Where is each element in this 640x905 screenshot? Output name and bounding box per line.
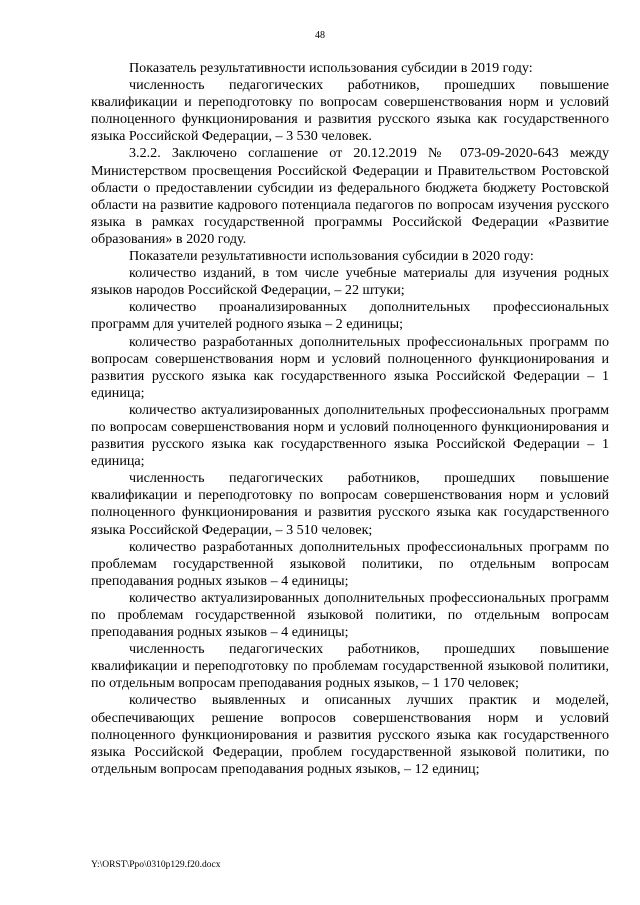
paragraph-teachers-2020-russian: численность педагогических работников, прошедших повышение квалификации и переподготовку по вопросам совершенствования норм и условий полноценного функционирования и развития русского языка как государственного языка Российской Федерации, – 3 510 человек; <box>91 470 609 538</box>
paragraph-developed-programs-russian: количество разработанных дополнительных профессиональных программ по вопросам совершенствования норм и условий полноценного функционирования и развития русского языка как государственного языка Российской Федерации – 1 единица; <box>91 333 609 401</box>
footer-file-path: Y:\ORST\Ppo\0310p129.f20.docx <box>91 860 221 870</box>
paragraph-agreement-3-2-2: 3.2.2. Заключено соглашение от 20.12.2019 № 073-09-2020-643 между Министерством просвещения Российской Федерации и Правительством Ростовской области о предоставлении субсидии из федерального бюджета бюджету Ростовской области на развитие кадрового потенциала педагогов по вопросам изучения русского языка в рамках государственной программы Российской Федерации «Развитие образования» в 2020 году. <box>91 145 609 247</box>
paragraph-publications: количество изданий, в том числе учебные материалы для изучения родных языков народов Российской Федерации, – 22 штуки; <box>91 265 609 299</box>
paragraph-indicators-2020-heading: Показатели результативности использования субсидии в 2020 году: <box>129 248 534 265</box>
paragraph-teachers-2020-policy: численность педагогических работников, прошедших повышение квалификации и переподготовку по проблемам государственной языковой политики, по отдельным вопросам преподавания родных языков, – 1 170 человек; <box>91 641 609 692</box>
paragraph-analyzed-programs: количество проанализированных дополнительных профессиональных программ для учителей родного языка – 2 единицы; <box>91 299 609 333</box>
document-body <box>91 60 609 778</box>
paragraph-indicator-2019-heading: Показатель результативности использования субсидии в 2019 году: <box>129 60 533 76</box>
paragraph-developed-programs-policy: количество разработанных дополнительных профессиональных программ по проблемам государственной языковой политики, по отдельным вопросам преподавания родных языков – 4 единицы; <box>91 538 609 589</box>
paragraph-updated-programs-russian: количество актуализированных дополнительных профессиональных программ по вопросам совершенствования норм и условий полноценного функционирования и развития русского языка как государственного языка Российской Федерации – 1 единица; <box>91 401 609 470</box>
page-number: 48 <box>315 30 325 41</box>
paragraph-best-practices: количество выявленных и описанных лучших практик и моделей, обеспечивающих решение вопросов совершенствования норм и условий полноценного функционирования и развития русского языка как государственного языка Российской Федерации, проблем государственной языковой политики, по отдельным вопросам преподавания родных языков, – 12 единиц; <box>91 692 609 777</box>
paragraph-teachers-2019: численность педагогических работников, прошедших повышение квалификации и переподготовку по вопросам совершенствования норм и условий полноценного функционирования и развития русского языка как государственного языка Российской Федерации, – 3 530 человек. <box>91 77 609 145</box>
paragraph-updated-programs-policy: количество актуализированных дополнительных профессиональных программ по проблемам государственной языковой политики, по отдельным вопросам преподавания родных языков – 4 единицы; <box>91 589 609 641</box>
